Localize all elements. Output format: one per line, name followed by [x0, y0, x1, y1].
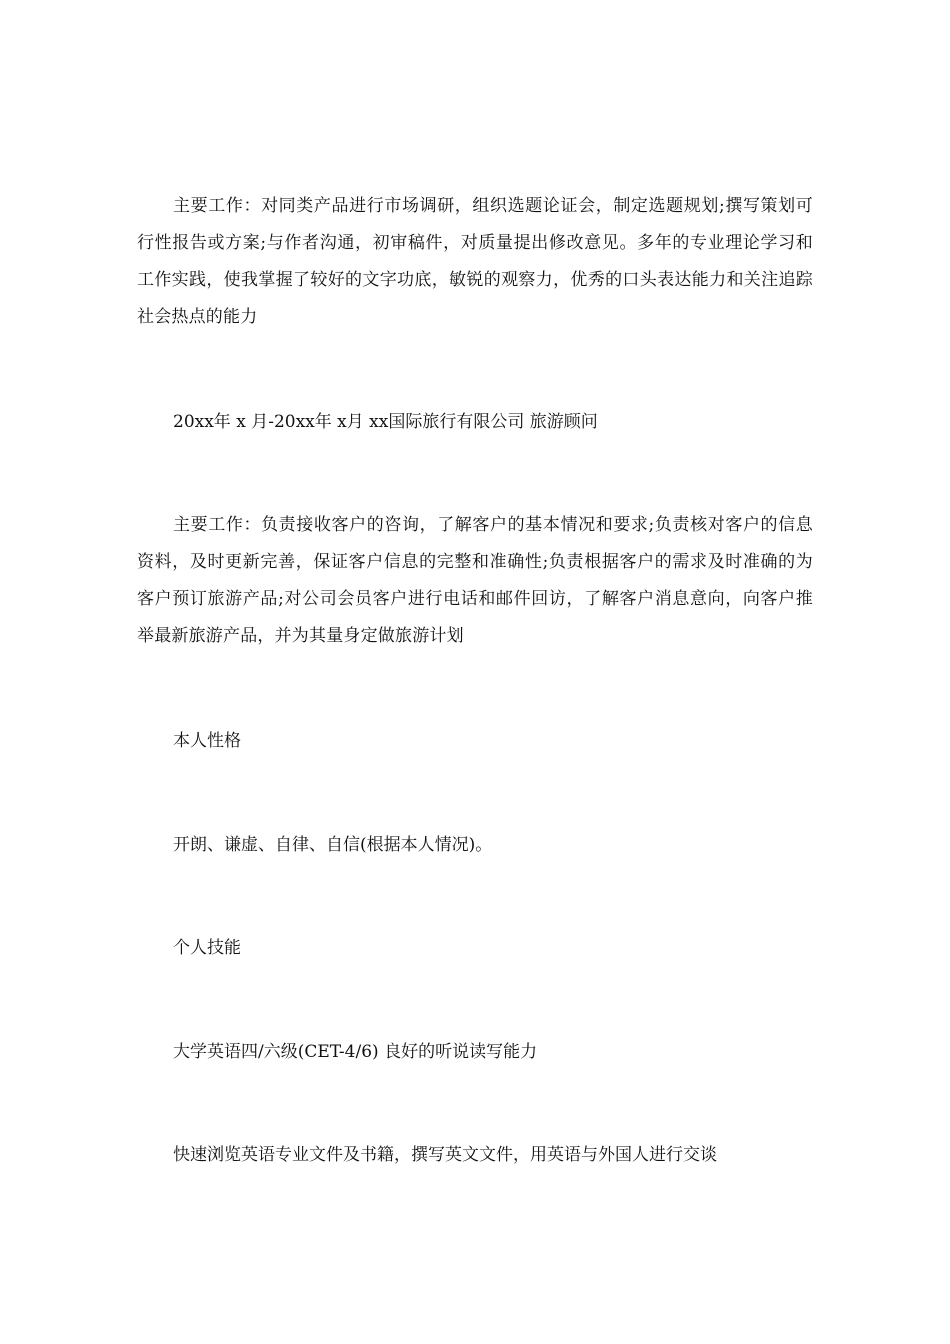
personality-heading: 本人性格	[173, 731, 241, 751]
work-description-paragraph: 主要工作：对同类产品进行市场调研，组织选题论证会，制定选题规划;撰写策划可行性报告或方案;与作者沟通，初审稿件，对质量提出修改意见。多年的专业理论学习和工作实践，使我掌握了较好的文字功底，敏锐的观察力，优秀的口头表达能力和关注追踪社会热点的能力	[137, 196, 813, 327]
personality-text: 开朗、谦虚、自律、自信(根据本人情况)。	[173, 835, 493, 855]
job-entry-line: 20xx年 x 月-20xx年 x月 xx国际旅行有限公司 旅游顾问	[173, 412, 598, 432]
skill-english-line: 大学英语四/六级(CET-4/6) 良好的听说读写能力	[173, 1042, 538, 1062]
skills-heading: 个人技能	[173, 938, 241, 958]
work-description-section-2	[137, 507, 813, 655]
work-description-paragraph-2: 主要工作：负责接收客户的咨询，了解客户的基本情况和要求;负责核对客户的信息资料，及时更新完善，保证客户信息的完整和准确性;负责根据客户的需求及时准确的为客户预订旅游产品;对公司会员客户进行电话和邮件回访，了解客户消息意向，向客户推举最新旅游产品，并为其量身定做旅游计划	[137, 515, 813, 646]
work-description-section	[137, 188, 813, 336]
skill-english-detail-line: 快速浏览英语专业文件及书籍，撰写英文文件，用英语与外国人进行交谈	[173, 1145, 717, 1165]
